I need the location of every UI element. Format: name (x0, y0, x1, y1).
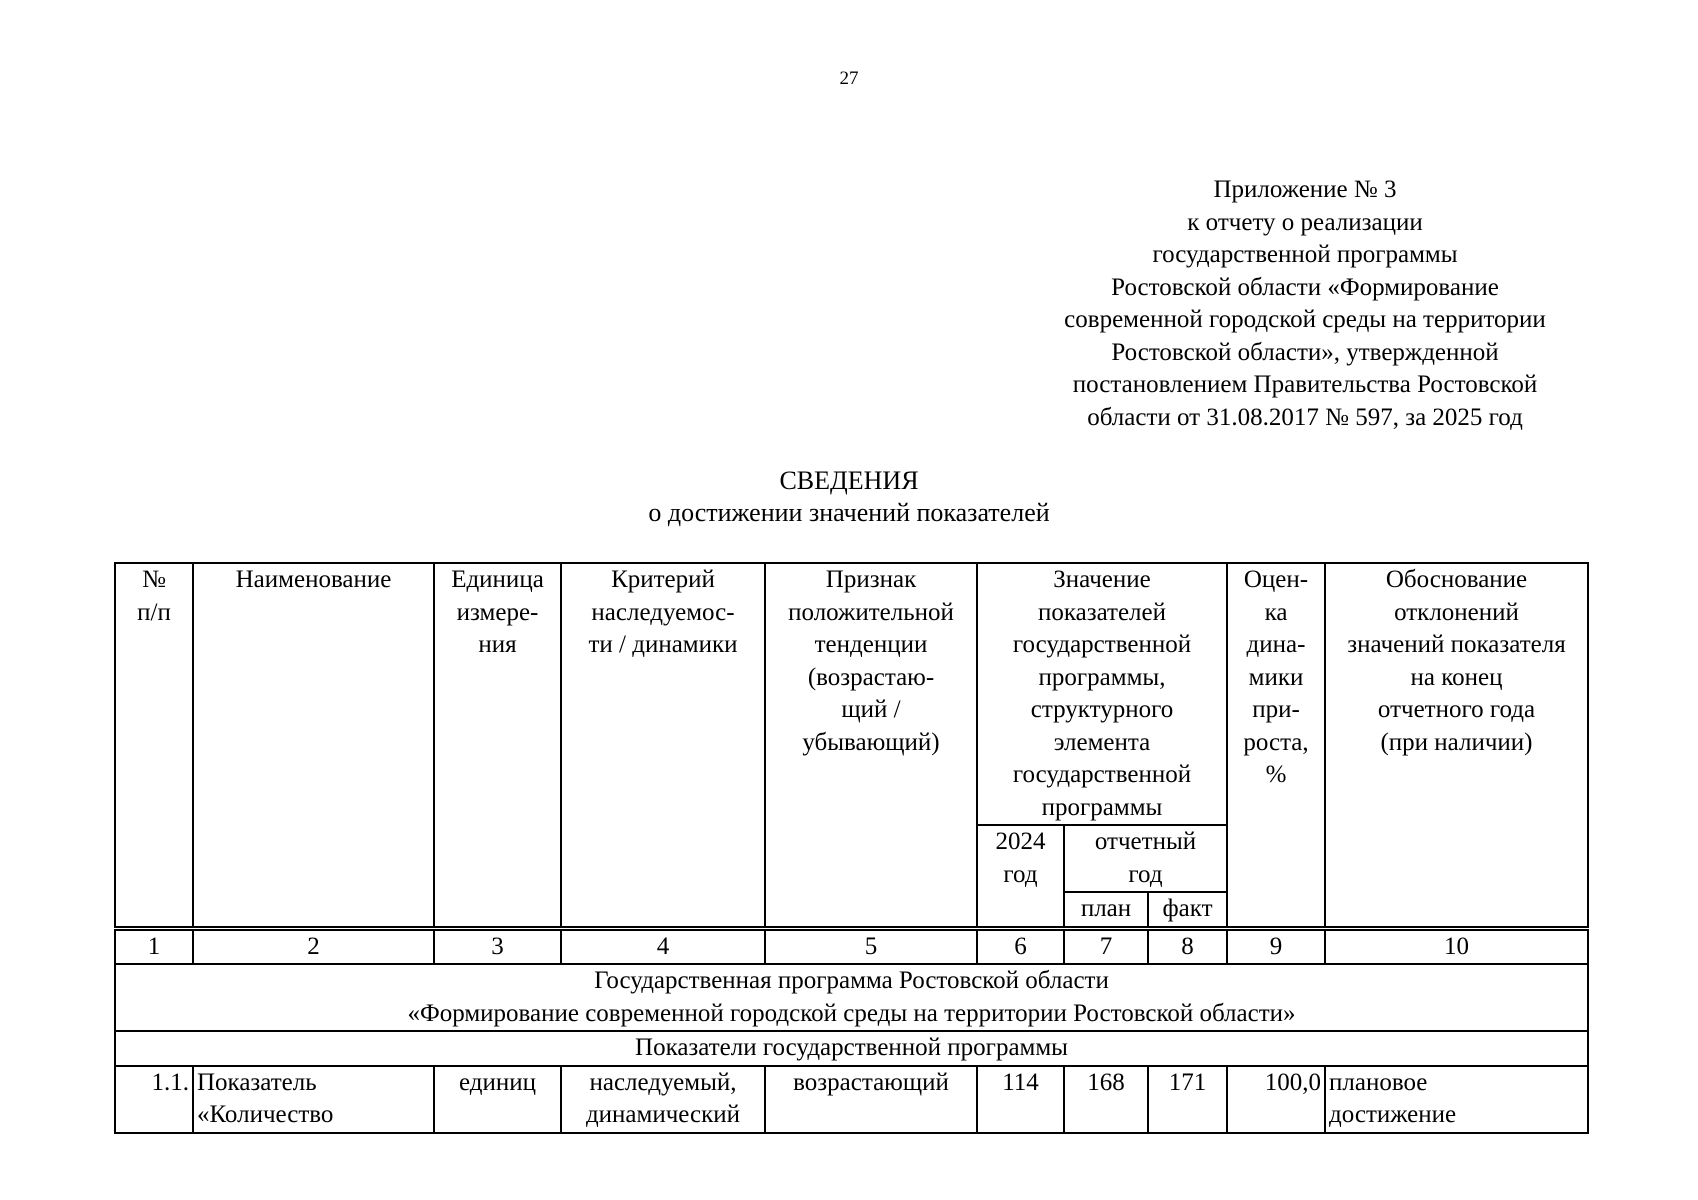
header-fact: факт (1148, 892, 1227, 928)
row-fact: 171 (1148, 1066, 1227, 1133)
row-number: 1.1. (115, 1066, 193, 1133)
header-report-year: отчетный год (1064, 825, 1227, 892)
header-name: Наименование (193, 563, 434, 928)
row-criterion: наследуемый, динамический (561, 1066, 765, 1133)
document-title-sub: о достижении значений показателей (648, 498, 1050, 527)
column-number: 10 (1325, 928, 1588, 964)
column-number: 1 (115, 928, 193, 964)
header-justification: Обоснование отклонений значений показателя на конец отчетного года (при наличии) (1325, 563, 1588, 928)
header-plan: план (1064, 892, 1148, 928)
header-assessment: Оцен- ка дина- мики при- роста, % (1227, 563, 1325, 928)
indicators-table (114, 562, 1589, 1134)
page-number: 27 (839, 68, 859, 89)
column-number: 5 (765, 928, 977, 964)
column-number: 7 (1064, 928, 1148, 964)
document-title (0, 465, 1698, 529)
appendix-line: к отчету о реализации (1187, 208, 1423, 236)
column-number: 2 (193, 928, 434, 964)
section-title: Показатели государственной программы (115, 1031, 1588, 1066)
appendix-line: Ростовской области», утвержденной (1111, 338, 1499, 366)
table-row (115, 1066, 1588, 1133)
column-numbers-row (115, 928, 1588, 964)
row-unit: единиц (434, 1066, 561, 1133)
appendix-line: области от 31.08.2017 № 597, за 2025 год (1087, 403, 1523, 431)
column-number: 8 (1148, 928, 1227, 964)
appendix-line: современной городской среды на территории (1064, 306, 1546, 333)
header-number: № п/п (115, 563, 193, 928)
header-trend: Признак положительной тенденции (возрастаю- щий / убывающий) (765, 563, 977, 928)
row-assessment: 100,0 (1227, 1066, 1325, 1133)
header-values: Значение показателей государственной программы, структурного элемента государственной программы (977, 563, 1227, 825)
appendix-caption (1020, 174, 1590, 434)
appendix-line: Ростовской области «Формирование (1111, 273, 1499, 301)
header-criterion: Критерий наследуемос- ти / динамики (561, 563, 765, 928)
header-unit: Единица измере- ния (434, 563, 561, 928)
row-trend: возрастающий (765, 1066, 977, 1133)
document-title-main: СВЕДЕНИЯ (779, 466, 919, 495)
row-plan: 168 (1064, 1066, 1148, 1133)
column-number: 3 (434, 928, 561, 964)
row-name: Показатель «Количество (193, 1066, 434, 1133)
program-title: Государственная программа Ростовской области «Формирование современной городской среды на территории Ростовской области» (115, 964, 1588, 1031)
header-row-1 (115, 563, 1588, 825)
appendix-line: постановлением Правительства Ростовской (1072, 371, 1538, 398)
section-title-row (115, 1031, 1588, 1066)
column-number: 9 (1227, 928, 1325, 964)
appendix-line: Приложение № 3 (1213, 176, 1397, 203)
row-justification: плановое достижение (1325, 1066, 1588, 1133)
header-year-2024: 2024 год (977, 825, 1064, 928)
column-number: 4 (561, 928, 765, 964)
appendix-line: государственной программы (1152, 241, 1458, 268)
column-number: 6 (977, 928, 1064, 964)
row-value-2024: 114 (977, 1066, 1064, 1133)
program-title-row (115, 964, 1588, 1031)
